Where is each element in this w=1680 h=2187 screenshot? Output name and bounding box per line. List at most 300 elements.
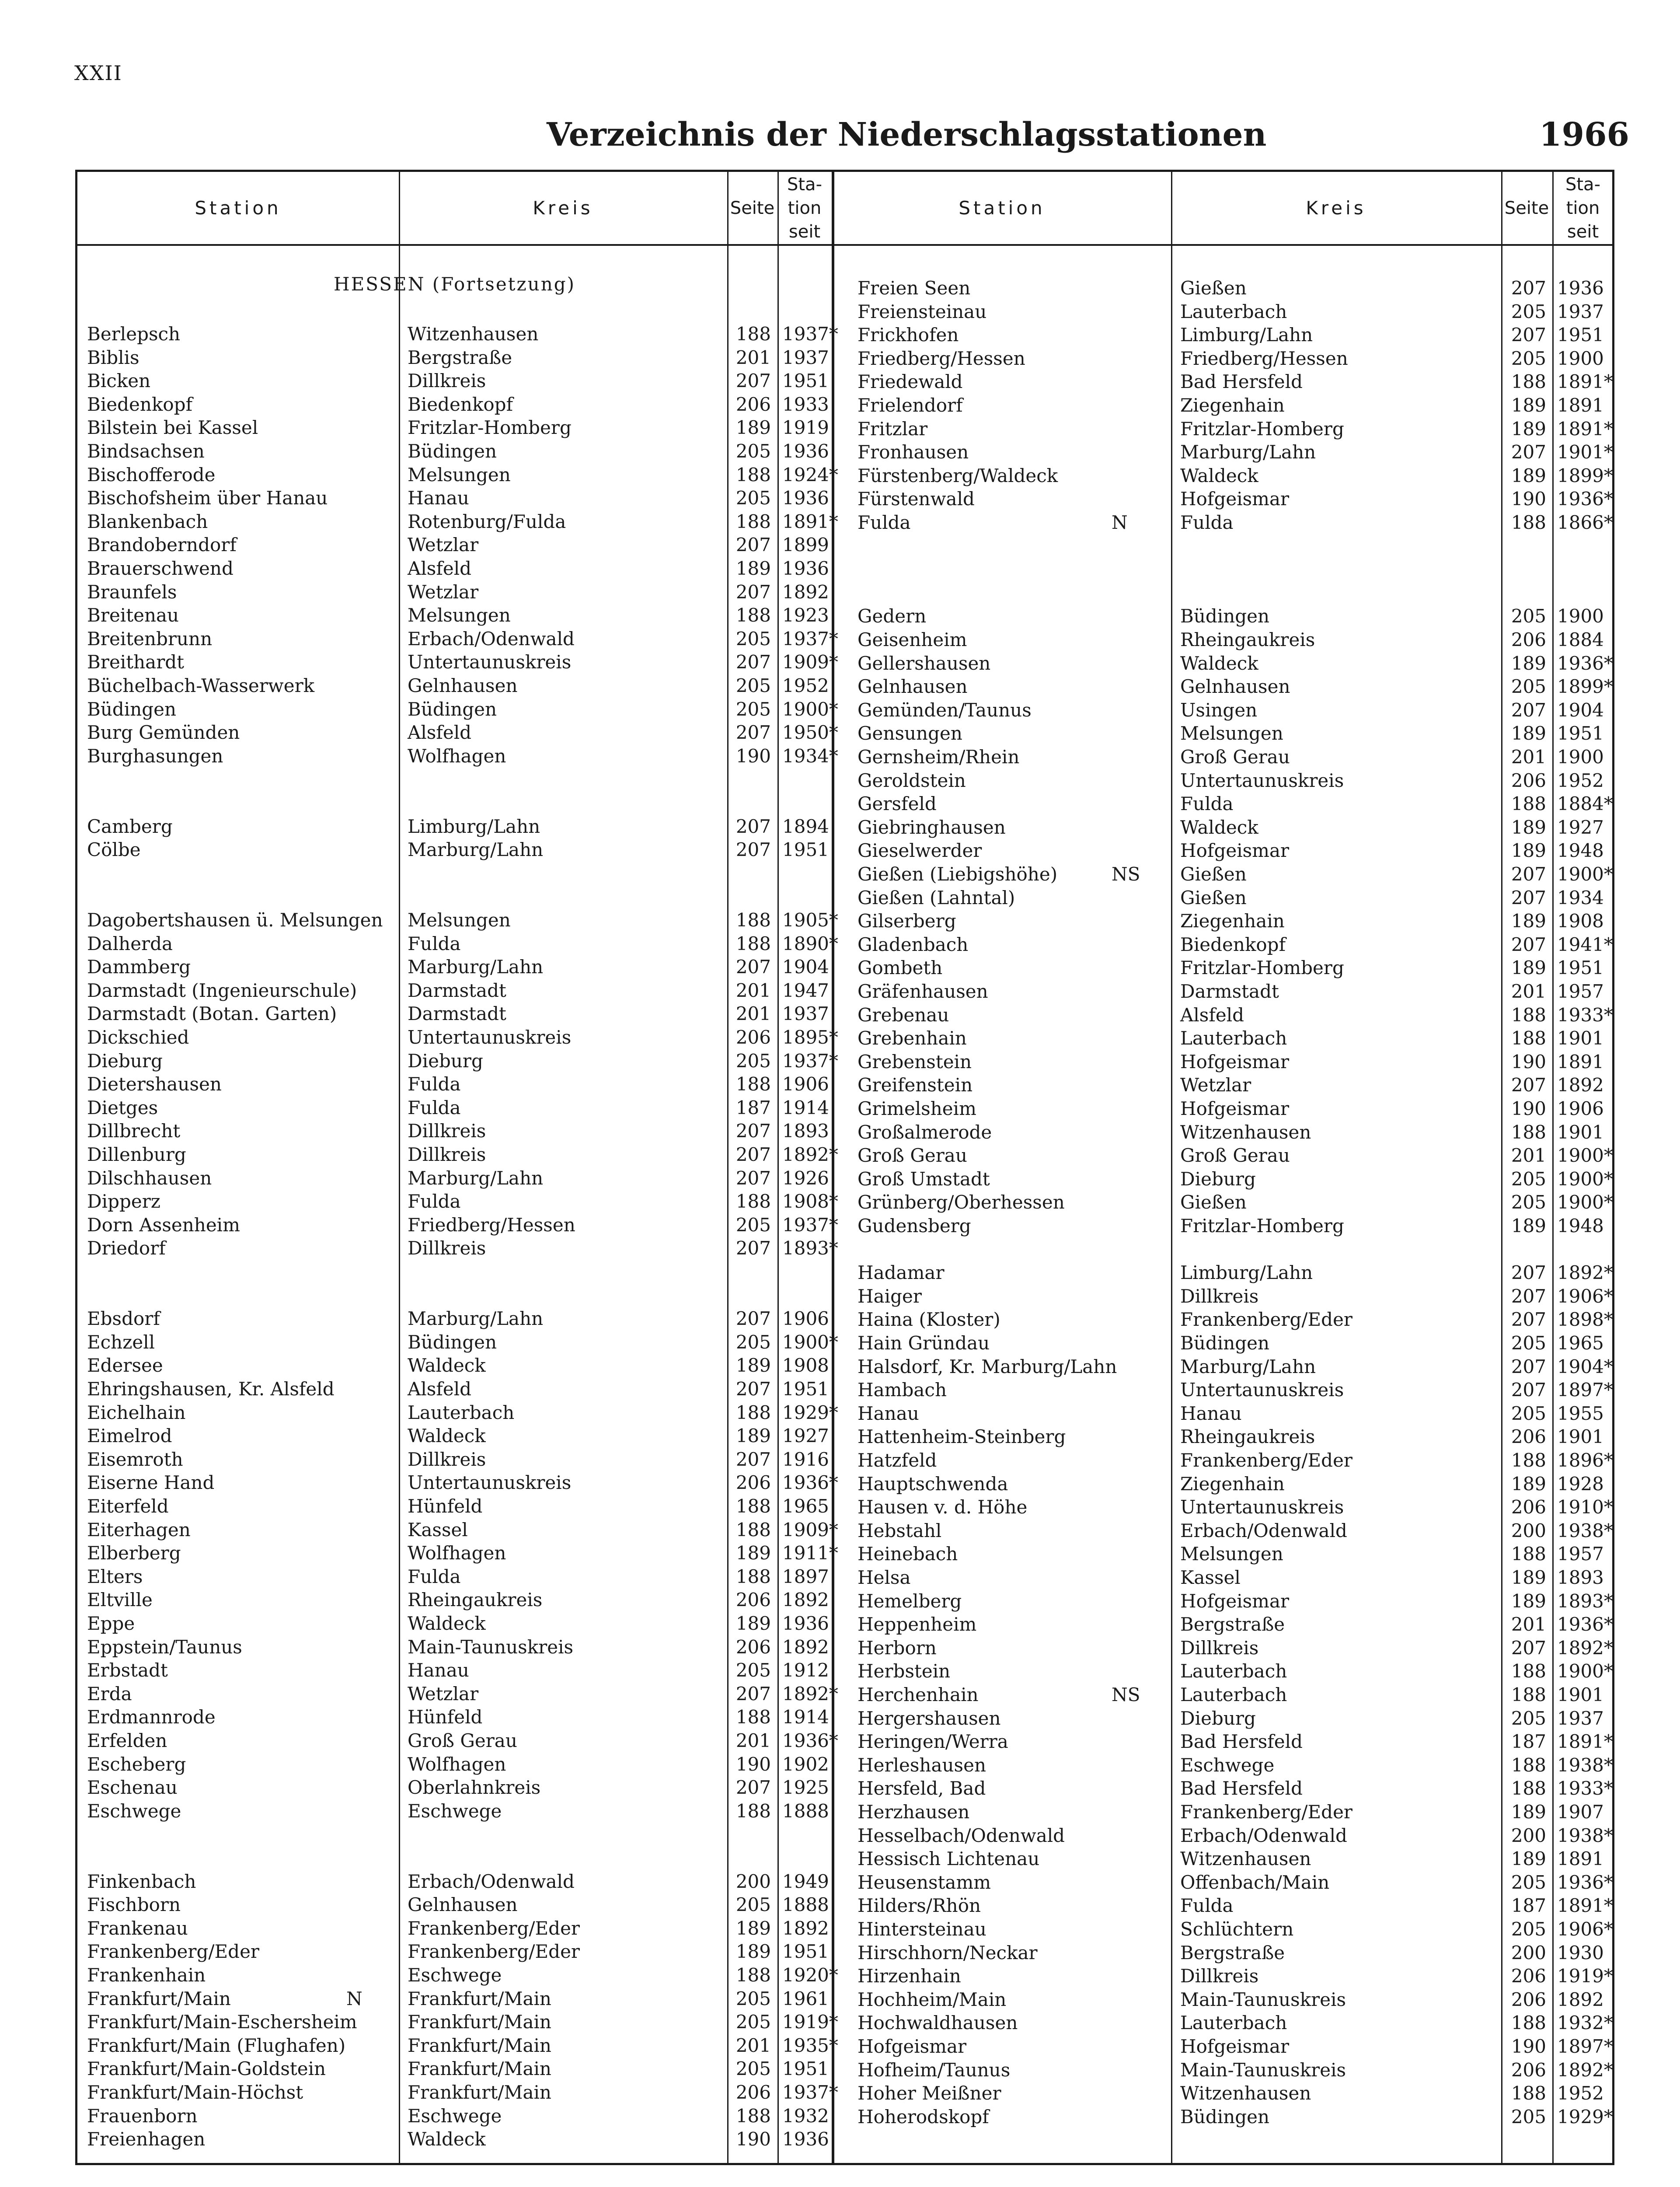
station-since-value: 1937* — [782, 1050, 838, 1072]
station-table — [75, 170, 1614, 2165]
station-name: Heringen/Werra — [857, 1731, 1008, 1753]
kreis-name: Untertaunuskreis — [408, 1472, 572, 1494]
station-since-value: 1952 — [1557, 769, 1604, 791]
table-row — [77, 1097, 1612, 1120]
table-row — [77, 347, 1612, 370]
seite-value: 205 — [1511, 2106, 1546, 2128]
seite-value: 189 — [1511, 1590, 1546, 1612]
kreis-name: Ziegenhain — [1180, 910, 1285, 932]
station-name: Gilserberg — [857, 910, 956, 932]
seite-value: 205 — [735, 628, 771, 650]
station-since-value: 1933 — [782, 393, 829, 415]
kreis-name: Fulda — [1180, 793, 1234, 815]
kreis-name: Erbach/Odenwald — [1180, 1824, 1347, 1846]
kreis-name: Fulda — [408, 1565, 461, 1587]
seite-value: 205 — [735, 1214, 771, 1236]
station-name: Eiterhagen — [87, 1519, 191, 1541]
page-title: Verzeichnis der Niederschlagsstationen — [547, 116, 1267, 154]
station-name: Ehringshausen, Kr. Alsfeld — [87, 1378, 335, 1400]
kreis-name: Gelnhausen — [408, 675, 518, 696]
station-name: Helsa — [857, 1567, 911, 1588]
seite-value: 206 — [1511, 1965, 1546, 1987]
station-since-value: 1937 — [782, 346, 829, 368]
kreis-name: Hofgeismar — [1180, 840, 1290, 862]
seite-value: 188 — [735, 1519, 771, 1541]
seite-value: 188 — [1511, 1778, 1546, 1799]
station-since-value: 1914 — [782, 1706, 829, 1728]
seite-value: 188 — [735, 1565, 771, 1587]
kreis-name: Kassel — [1180, 1567, 1241, 1588]
kreis-name: Melsungen — [1180, 723, 1283, 744]
kreis-name: Limburg/Lahn — [1180, 1262, 1313, 1284]
seite-value: 189 — [1511, 465, 1546, 486]
table-row — [77, 1402, 1612, 1425]
seite-value: 189 — [735, 1613, 771, 1634]
station-since-value: 1951 — [1557, 723, 1604, 744]
station-since-value: 1926 — [782, 1167, 829, 1189]
seite-value: 205 — [1511, 676, 1546, 698]
seite-value: 205 — [1511, 1168, 1546, 1190]
station-name: Eimelrod — [87, 1425, 172, 1447]
kreis-name: Gießen — [1180, 1191, 1247, 1213]
seite-value: 207 — [735, 722, 771, 744]
seite-value: 205 — [735, 1988, 771, 2009]
station-since-value: 1919 — [782, 417, 829, 439]
kreis-name: Biedenkopf — [1180, 933, 1286, 955]
seite-value: 205 — [735, 487, 771, 509]
kreis-name: Bad Hersfeld — [1180, 1778, 1303, 1799]
seite-value: 188 — [735, 909, 771, 931]
station-name: Frickhofen — [857, 324, 959, 346]
station-name: Braunfels — [87, 581, 177, 603]
station-name: Gensungen — [857, 723, 962, 744]
kreis-name: Untertaunuskreis — [408, 651, 572, 673]
seite-value: 200 — [1511, 1824, 1546, 1846]
station-since-value: 1890* — [782, 933, 838, 954]
station-name: Groß Gerau — [857, 1145, 967, 1167]
station-since-value: 1957 — [1557, 1543, 1604, 1565]
station-name: Freienhagen — [87, 2128, 206, 2150]
kreis-name: Büdingen — [408, 698, 497, 720]
station-name: Dickschied — [87, 1027, 189, 1048]
table-row — [77, 1168, 1612, 1191]
table-row — [77, 746, 1612, 769]
kreis-name: Waldeck — [408, 2128, 486, 2150]
kreis-name: Dillkreis — [1180, 1637, 1259, 1659]
kreis-name: Hofgeismar — [1180, 1590, 1290, 1612]
table-row — [77, 277, 1612, 300]
station-since-value: 1936* — [1557, 488, 1613, 510]
station-name: Frankfurt/Main (Flughafen) — [87, 2034, 346, 2056]
kreis-name: Darmstadt — [408, 1003, 506, 1025]
station-name: Eschwege — [87, 1800, 181, 1822]
seite-value: 207 — [735, 534, 771, 556]
kreis-name: Frankfurt/Main — [408, 2082, 551, 2103]
station-since-value: 1891 — [1557, 395, 1604, 416]
kreis-name: Hofgeismar — [1180, 1051, 1290, 1073]
seite-value: 189 — [735, 1355, 771, 1376]
seite-value: 188 — [735, 604, 771, 626]
kreis-name: Alsfeld — [408, 1378, 472, 1400]
station-name: Herzhausen — [857, 1801, 970, 1823]
seite-value: 190 — [1511, 1051, 1546, 1073]
station-name: Haina (Kloster) — [857, 1309, 1000, 1331]
station-since-value: 1899* — [1557, 676, 1613, 698]
station-name: Büchelbach-Wasserwerk — [87, 675, 315, 696]
seite-value: 188 — [735, 1191, 771, 1212]
kreis-name: Eschwege — [1180, 1754, 1275, 1776]
kreis-name: Melsungen — [1180, 1543, 1283, 1565]
table-row — [77, 1894, 1612, 1917]
station-since-value: 1949 — [782, 1870, 829, 1892]
station-since-value: 1936 — [782, 440, 829, 462]
header-station-left: Station — [195, 197, 282, 219]
station-since-value: 1936* — [1557, 652, 1613, 674]
seite-value: 201 — [735, 1730, 771, 1751]
kreis-name: Rheingaukreis — [1180, 1426, 1315, 1448]
station-name: Greifenstein — [857, 1074, 973, 1096]
station-name: Hilders/Rhön — [857, 1895, 981, 1917]
station-since-value: 1925 — [782, 1777, 829, 1799]
table-row — [77, 370, 1612, 393]
kreis-name: Waldeck — [408, 1355, 486, 1376]
station-since-value: 1891 — [1557, 1848, 1604, 1870]
station-since-value: 1906 — [782, 1308, 829, 1330]
station-since-value: 1965 — [782, 1495, 829, 1517]
station-since-value: 1927 — [782, 1425, 829, 1447]
station-since-value: 1933* — [1557, 1004, 1613, 1026]
station-name: Dagobertshausen ü. Melsungen — [87, 909, 383, 931]
station-name: Hersfeld, Bad — [857, 1778, 986, 1799]
station-name: Bischofferode — [87, 464, 216, 486]
kreis-name: Witzenhausen — [1180, 1121, 1311, 1143]
station-name: Biblis — [87, 346, 139, 368]
seite-value: 201 — [1511, 981, 1546, 1002]
table-row — [77, 418, 1612, 440]
station-name: Fulda — [857, 512, 911, 533]
station-since-value: 1897* — [1557, 1379, 1613, 1401]
station-since-value: 1901* — [1557, 441, 1613, 463]
station-name: Elters — [87, 1565, 143, 1587]
kreis-name: Marburg/Lahn — [1180, 441, 1316, 463]
station-since-value: 1894 — [782, 815, 829, 837]
table-row — [77, 1051, 1612, 1073]
station-since-value: 1937* — [782, 2082, 838, 2103]
table-row — [77, 1238, 1612, 1261]
kreis-name: Frankfurt/Main — [408, 1988, 551, 2009]
kreis-name: Untertaunuskreis — [1180, 1496, 1344, 1518]
station-marker: NS — [1112, 1684, 1140, 1705]
seite-value: 207 — [735, 956, 771, 978]
seite-value: 189 — [735, 1425, 771, 1447]
station-since-value: 1930 — [1557, 1942, 1604, 1963]
seite-value: 187 — [1511, 1731, 1546, 1753]
station-since-value: 1952 — [1557, 2082, 1604, 2104]
kreis-name: Melsungen — [408, 464, 511, 486]
station-name: Hochheim/Main — [857, 1988, 1007, 2010]
station-since-value: 1937 — [782, 1003, 829, 1025]
station-since-value: 1936* — [1557, 1871, 1613, 1893]
station-name: Hesselbach/Odenwald — [857, 1824, 1065, 1846]
station-name: Camberg — [87, 815, 173, 837]
station-since-value: 1892 — [782, 581, 829, 603]
station-name: Hattenheim-Steinberg — [857, 1426, 1066, 1448]
seite-value: 206 — [735, 1027, 771, 1048]
station-since-value: 1900* — [1557, 1168, 1613, 1190]
station-name: Haiger — [857, 1285, 922, 1307]
table-row — [77, 582, 1612, 604]
seite-value: 207 — [735, 815, 771, 837]
station-name: Eichelhain — [87, 1401, 186, 1423]
table-row — [77, 1848, 1612, 1870]
station-since-value: 1897 — [782, 1565, 829, 1587]
table-row — [77, 1660, 1612, 1683]
seite-value: 188 — [1511, 2082, 1546, 2104]
kreis-name: Waldeck — [1180, 816, 1258, 838]
station-since-value: 1947 — [782, 979, 829, 1001]
station-name: Hain Gründau — [857, 1332, 990, 1354]
seite-value: 188 — [1511, 1660, 1546, 1682]
table-row — [77, 1988, 1612, 2011]
seite-value: 188 — [1511, 1121, 1546, 1143]
station-name: Bilstein bei Kassel — [87, 417, 258, 439]
station-name: Gelnhausen — [857, 676, 968, 698]
table-row — [77, 535, 1612, 558]
kreis-name: Lauterbach — [1180, 2012, 1287, 2034]
station-name: Fritzlar — [857, 418, 928, 440]
seite-value: 206 — [1511, 769, 1546, 791]
kreis-name: Marburg/Lahn — [408, 1167, 544, 1189]
station-name: Driedorf — [87, 1237, 166, 1259]
station-since-value: 1897* — [1557, 2036, 1613, 2057]
kreis-name: Main-Taunuskreis — [1180, 2059, 1346, 2081]
station-name: Grünberg/Oberhessen — [857, 1191, 1065, 1213]
station-since-value: 1891* — [782, 510, 838, 532]
station-since-value: 1900 — [1557, 605, 1604, 627]
table-row — [77, 511, 1612, 534]
table-row — [77, 1356, 1612, 1378]
seite-value: 201 — [735, 346, 771, 368]
station-name: Hergershausen — [857, 1707, 1001, 1729]
station-since-value: 1908* — [782, 1191, 838, 1212]
kreis-name: Gießen — [1180, 863, 1247, 885]
kreis-name: Frankfurt/Main — [408, 2058, 551, 2080]
seite-value: 200 — [1511, 1520, 1546, 1541]
seite-value: 205 — [1511, 605, 1546, 627]
page-number: XXII — [74, 61, 122, 85]
station-since-value: 1909* — [782, 651, 838, 673]
station-name: Bicken — [87, 370, 151, 392]
station-name: Dietershausen — [87, 1073, 222, 1095]
kreis-name: Wetzlar — [1180, 1074, 1251, 1096]
station-name: Freiensteinau — [857, 300, 987, 322]
station-since-value: 1951 — [782, 2058, 829, 2080]
seite-value: 205 — [1511, 1918, 1546, 1940]
station-name: Hochwaldhausen — [857, 2012, 1018, 2034]
kreis-name: Lauterbach — [1180, 1027, 1287, 1049]
station-name: Hoher Meißner — [857, 2082, 1001, 2104]
station-since-value: 1906* — [1557, 1918, 1613, 1940]
table-row — [77, 1637, 1612, 1659]
station-since-value: 1929* — [1557, 2106, 1613, 2128]
seite-value: 188 — [735, 2105, 771, 2127]
kreis-name: Eschwege — [408, 1964, 502, 1986]
station-since-value: 1908 — [782, 1355, 829, 1376]
table-row — [77, 1449, 1612, 1472]
seite-value: 205 — [735, 2058, 771, 2080]
station-since-value: 1951 — [782, 1941, 829, 1963]
kreis-name: Ziegenhain — [1180, 395, 1285, 416]
seite-value: 188 — [1511, 1027, 1546, 1049]
header-station-seit-right: Sta- tion seit — [1565, 174, 1601, 242]
kreis-name: Lauterbach — [1180, 1660, 1287, 1682]
seite-value: 207 — [735, 581, 771, 603]
station-name: Erdmannrode — [87, 1706, 216, 1728]
table-row — [77, 816, 1612, 839]
seite-value: 207 — [735, 1378, 771, 1400]
station-since-value: 1891* — [1557, 371, 1613, 393]
kreis-name: Hofgeismar — [1180, 488, 1290, 510]
station-name: Fronhausen — [857, 441, 969, 463]
station-since-value: 1951 — [782, 839, 829, 861]
station-name: Frankfurt/Main-Höchst — [87, 2082, 303, 2103]
table-row — [77, 2128, 1612, 2151]
seite-value: 188 — [735, 933, 771, 954]
station-name: Frankenberg/Eder — [87, 1941, 259, 1963]
station-since-value: 1920* — [782, 1964, 838, 1986]
station-name: Brauerschwend — [87, 558, 234, 579]
station-name: Hatzfeld — [857, 1450, 937, 1471]
seite-value: 207 — [735, 1683, 771, 1705]
station-name: Bischofsheim über Hanau — [87, 487, 328, 509]
table-row — [77, 863, 1612, 886]
seite-value: 207 — [1511, 887, 1546, 908]
table-row — [77, 652, 1612, 675]
seite-value: 205 — [1511, 1871, 1546, 1893]
seite-value: 205 — [735, 1050, 771, 1072]
seite-value: 189 — [1511, 1801, 1546, 1823]
station-since-value: 1936 — [782, 558, 829, 579]
seite-value: 188 — [735, 1964, 771, 1986]
seite-value: 188 — [735, 1495, 771, 1517]
station-name: Eppe — [87, 1613, 135, 1634]
table-row — [77, 1215, 1612, 1237]
station-since-value: 1955 — [1557, 1402, 1604, 1424]
table-row — [77, 1613, 1612, 1636]
kreis-name: Gießen — [1180, 277, 1247, 299]
header-kreis-right: Kreis — [1306, 197, 1366, 219]
seite-value: 207 — [1511, 1309, 1546, 1331]
station-name: Hoherodskopf — [857, 2106, 989, 2128]
station-since-value: 1896* — [1557, 1450, 1613, 1471]
seite-value: 189 — [1511, 395, 1546, 416]
station-since-value: 1899 — [782, 534, 829, 556]
station-name: Friedewald — [857, 371, 963, 393]
seite-value: 190 — [735, 1753, 771, 1775]
station-since-value: 1891* — [1557, 1895, 1613, 1917]
station-since-value: 1910* — [1557, 1496, 1613, 1518]
kreis-name: Erbach/Odenwald — [408, 1870, 575, 1892]
kreis-name: Groß Gerau — [408, 1730, 517, 1751]
seite-value: 207 — [735, 1167, 771, 1189]
kreis-name: Limburg/Lahn — [408, 815, 540, 837]
kreis-name: Waldeck — [408, 1613, 486, 1634]
seite-value: 189 — [1511, 1215, 1546, 1237]
table-row — [77, 1379, 1612, 1401]
station-name: Eiterfeld — [87, 1495, 169, 1517]
table-row — [77, 1496, 1612, 1519]
kreis-name: Friedberg/Hessen — [1180, 347, 1348, 369]
seite-value: 207 — [1511, 1262, 1546, 1284]
seite-value: 207 — [735, 1448, 771, 1470]
station-since-value: 1937* — [782, 628, 838, 650]
station-name: Halsdorf, Kr. Marburg/Lahn — [857, 1356, 1117, 1377]
seite-value: 189 — [735, 1917, 771, 1939]
station-since-value: 1938* — [1557, 1824, 1613, 1846]
table-row — [77, 1754, 1612, 1777]
table-row — [77, 1285, 1612, 1308]
table-row — [77, 957, 1612, 979]
station-name: Cölbe — [87, 839, 141, 861]
station-since-value: 1906 — [1557, 1098, 1604, 1119]
station-name: Dietges — [87, 1097, 158, 1118]
station-name: Breitenau — [87, 604, 179, 626]
station-name: Grebenstein — [857, 1051, 972, 1073]
kreis-name: Wolfhagen — [408, 1753, 506, 1775]
station-name: Gedern — [857, 605, 927, 627]
seite-value: 189 — [1511, 652, 1546, 674]
station-since-value: 1936 — [782, 2128, 829, 2150]
station-name: Hofgeismar — [857, 2036, 967, 2057]
seite-value: 188 — [1511, 1004, 1546, 1026]
seite-value: 206 — [1511, 1988, 1546, 2010]
station-since-value: 1900 — [1557, 746, 1604, 768]
station-name: Grebenhain — [857, 1027, 967, 1049]
station-since-value: 1906 — [782, 1073, 829, 1095]
station-since-value: 1965 — [1557, 1332, 1604, 1354]
table-row — [77, 1473, 1612, 1495]
table-row — [77, 675, 1612, 698]
seite-value: 205 — [735, 698, 771, 720]
station-since-value: 1866* — [1557, 512, 1613, 533]
seite-value: 201 — [1511, 746, 1546, 768]
station-name: Escheberg — [87, 1753, 186, 1775]
station-since-value: 1936* — [1557, 1614, 1613, 1635]
station-since-value: 1884* — [1557, 793, 1613, 815]
station-since-value: 1934* — [782, 745, 838, 767]
station-since-value: 1893* — [1557, 1590, 1613, 1612]
table-row — [77, 300, 1612, 323]
seite-value: 189 — [735, 417, 771, 439]
seite-value: 206 — [1511, 1496, 1546, 1518]
station-name: Grebenau — [857, 1004, 949, 1026]
station-since-value: 1895* — [782, 1027, 838, 1048]
kreis-name: Büdingen — [1180, 1332, 1270, 1354]
station-since-value: 1938* — [1557, 1754, 1613, 1776]
seite-value: 205 — [735, 440, 771, 462]
kreis-name: Marburg/Lahn — [408, 839, 544, 861]
seite-value: 201 — [735, 2034, 771, 2056]
kreis-name: Dieburg — [1180, 1707, 1256, 1729]
seite-value: 188 — [735, 1800, 771, 1822]
station-since-value: 1916 — [782, 1448, 829, 1470]
kreis-name: Fulda — [408, 1191, 461, 1212]
kreis-name: Waldeck — [408, 1425, 486, 1447]
kreis-name: Hanau — [408, 487, 469, 509]
station-since-value: 1892* — [782, 1144, 838, 1165]
kreis-name: Alsfeld — [408, 722, 472, 744]
seite-value: 188 — [735, 464, 771, 486]
